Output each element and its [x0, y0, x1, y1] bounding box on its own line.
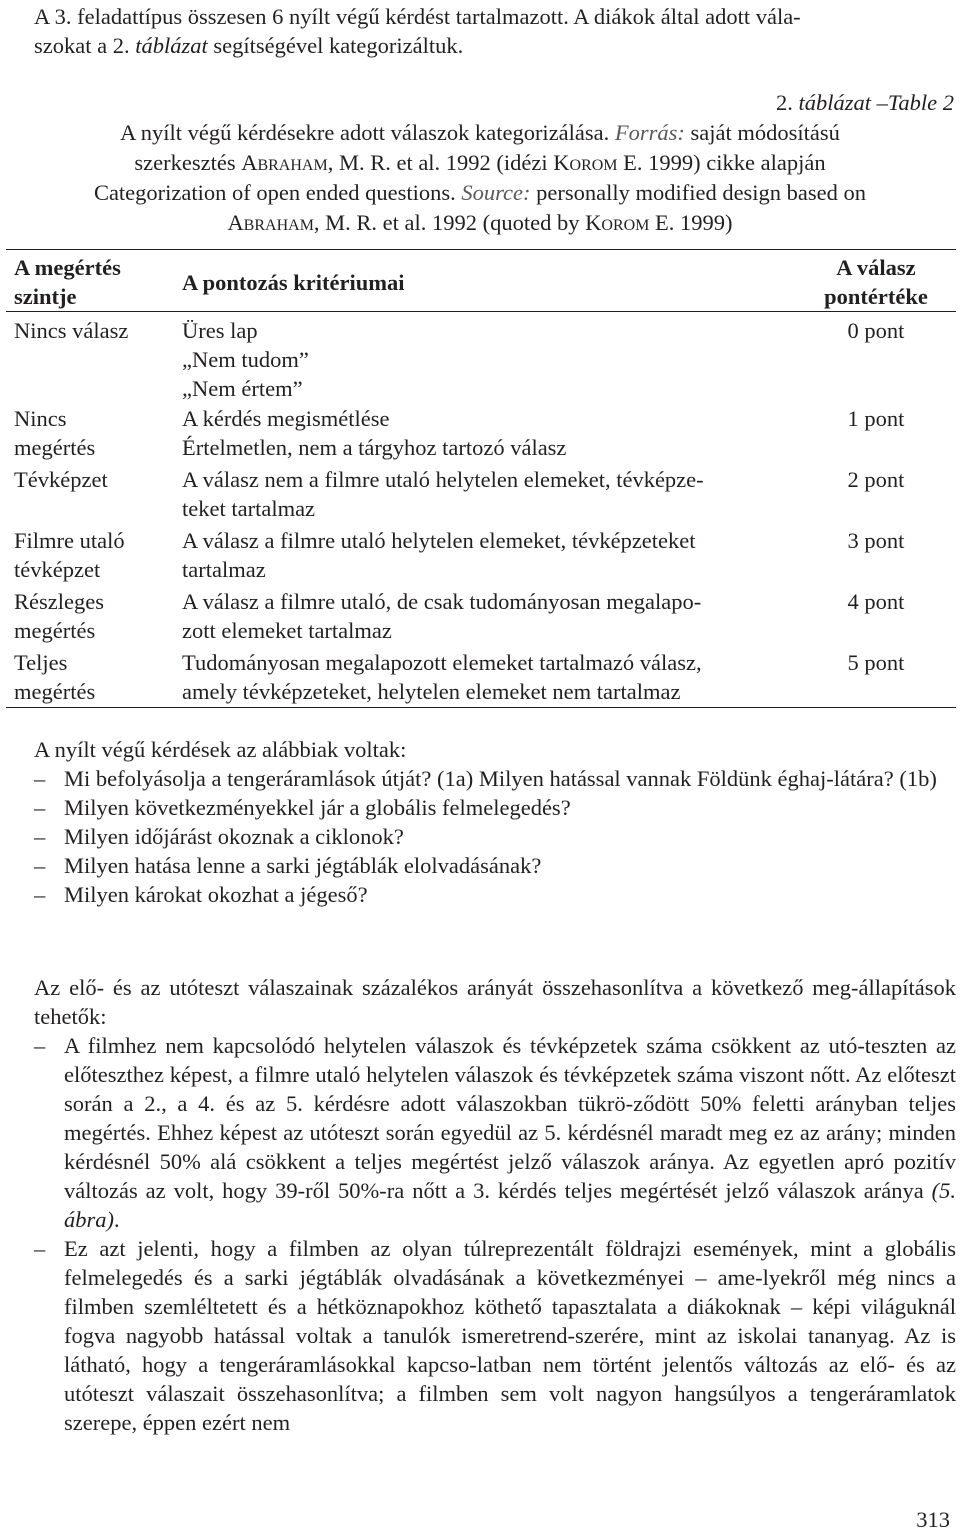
- row-level: [14, 587, 174, 645]
- row-level: [14, 526, 174, 584]
- table-header-rule: [6, 311, 956, 312]
- row-level: [14, 465, 174, 494]
- list-item: [34, 880, 956, 909]
- table-caption: [0, 88, 960, 238]
- row-criteria-line: A válasz a filmre utaló helytelen elemeket, tévképzeteket: [182, 528, 696, 553]
- intro-line-1: A 3. feladattípus összesen 6 nyílt végű kérdést tartalmazott. A diákok által adott vála-: [34, 4, 801, 29]
- list-dash: –: [34, 1033, 46, 1058]
- caption-hu-source: saját módosítású: [684, 120, 840, 145]
- intro-line-2: [34, 31, 956, 60]
- row-level-line: Nincs: [14, 406, 67, 431]
- list-dash: –: [34, 795, 46, 820]
- list-item: [34, 764, 956, 793]
- list-item: [34, 1031, 956, 1234]
- row-criteria: [182, 316, 812, 403]
- list-item-text: Milyen károkat okozhat a jégeső?: [64, 882, 368, 907]
- row-level-line: Részleges: [14, 589, 104, 614]
- header-score: [812, 253, 940, 311]
- row-level-line: Tévképzet: [14, 467, 108, 492]
- row-level-line: megértés: [14, 435, 96, 460]
- findings-intro: Az elő- és az utóteszt válaszainak százalékos arányát összehasonlítva a következő meg-állapítások tehetők:: [34, 975, 956, 1029]
- caption-hu-title: A nyílt végű kérdésekre adott válaszok kategorizálása.: [120, 120, 615, 145]
- table-number-digit: 2.: [776, 90, 799, 115]
- caption-en-end: E. 1999): [649, 210, 733, 235]
- list-dash: –: [34, 853, 46, 878]
- list-item-text: Mi befolyásolja a tengeráramlások útját? (1a) Milyen hatással vannak Földünk éghaj-látára? (1b): [64, 766, 937, 791]
- row-criteria: [182, 587, 812, 645]
- caption-hu-citation: , M. R. et al. 1992 (idézi: [327, 150, 554, 175]
- row-level-line: Filmre utaló: [14, 528, 125, 553]
- list-item-text: Milyen időjárást okoznak a ciklonok?: [64, 824, 404, 849]
- row-criteria-line: tartalmaz: [182, 557, 266, 582]
- row-score: 1 pont: [847, 406, 905, 431]
- header-criteria: A pontozás kritériumai: [182, 270, 405, 295]
- row-criteria: [182, 465, 812, 523]
- page-number: 313: [916, 1507, 950, 1532]
- row-score: 4 pont: [847, 589, 905, 614]
- row-criteria-line: amely tévképzeteket, helytelen elemeket nem tartalmaz: [182, 679, 681, 704]
- table-number-label: táblázat –Table 2: [798, 90, 954, 115]
- row-level: [14, 316, 174, 345]
- row-criteria-line: Tudományosan megalapozott elemeket tartalmazó válasz,: [182, 650, 702, 675]
- header-score-line-2: pontértéke: [824, 284, 928, 309]
- row-score: 3 pont: [847, 528, 905, 553]
- row-criteria-line: A válasz a filmre utaló, de csak tudományosan megalapo-: [182, 589, 702, 614]
- row-criteria-line: „Nem értem”: [182, 376, 303, 401]
- caption-en-title: Categorization of open ended questions.: [93, 180, 462, 205]
- row-score: 0 pont: [847, 318, 905, 343]
- list-item: [34, 851, 956, 880]
- table-bottom-rule: [6, 707, 956, 708]
- caption-hu-text: szerkesztés: [134, 150, 242, 175]
- list-item-text: A filmhez nem kapcsolódó helytelen válaszok és tévképzetek száma csökkent az utó-teszten az előteszthez képest, a filmre utaló helytelen válaszok és tévképzetek száma viszont nőtt. Az előteszt során a 2., a 4. és az 5. kérdésre adott válaszokban tükrö-ződött 50% feletti arányban teljes megértés. Ehhez képest az utóteszt során egyedül az 5. kérdésnél maradt meg ez az arány; minden kérdésnél 50% alá csökkent a teljes megértést jelző válaszok aránya. Az egyetlen apró pozitív változás az volt, hogy 39-ről 50%-ra nőtt a 3. kérdés teljes megértését jelző válaszok aránya: [64, 1033, 956, 1203]
- caption-hu-line-2: [0, 148, 960, 178]
- caption-en-author-2: Korom: [585, 210, 650, 235]
- row-score: 2 pont: [847, 467, 905, 492]
- findings-list: [34, 1031, 956, 1437]
- list-item: [34, 822, 956, 851]
- row-criteria: [182, 404, 812, 462]
- caption-en-line-1: [0, 178, 960, 208]
- header-score-line-1: A válasz: [836, 255, 916, 280]
- list-item-text: Milyen hatása lenne a sarki jégtáblák elolvadásának?: [64, 853, 542, 878]
- row-level-line: megértés: [14, 679, 96, 704]
- questions-section: [34, 735, 956, 909]
- caption-hu-author-1: Abraham: [241, 150, 328, 175]
- row-level-line: Teljes: [14, 650, 68, 675]
- row-criteria-line: A válasz nem a filmre utaló helytelen elemeket, tévképze-: [182, 467, 704, 492]
- table-number: [0, 88, 960, 118]
- row-level-line: megértés: [14, 618, 96, 643]
- row-criteria-line: „Nem tudom”: [182, 347, 309, 372]
- row-level: [14, 648, 174, 706]
- figure-reference: (5. ábra): [64, 1178, 956, 1232]
- questions-heading: A nyílt végű kérdések az alábbiak voltak:: [34, 737, 407, 762]
- list-item-end: .: [114, 1207, 120, 1232]
- list-item-text: Milyen következményekkel jár a globális felmelegedés?: [64, 795, 571, 820]
- caption-en-author-1: Abraham: [227, 210, 314, 235]
- list-dash: –: [34, 766, 46, 791]
- list-item: [34, 793, 956, 822]
- list-item-text: Ez azt jelenti, hogy a filmben az olyan túlreprezentált földrajzi események, mint a globális felmelegedés és a sarki jégtáblák olvadásának a következményei – ame-lyekről még nincs a filmben szemléltetett és a hétköznapokhoz köthető tapasztalata a diákoknak – képi világuknál fogva nagyobb hatással voltak a tanulók ismeretrend-szerére, mint az iskolai tananyag. Az is látható, hogy a tengeráramlásokkal kapcso-latban nem történt jelentős változás az elő- és az utóteszt válaszait összehasonlítva; a filmben sem volt nagyon hangsúlyos a tengeráramlatok szerepe, éppen ezért nem: [64, 1236, 956, 1435]
- header-level: [14, 253, 174, 311]
- intro-table-ref: táblázat: [135, 33, 208, 58]
- row-criteria-line: zott elemeket tartalmaz: [182, 618, 392, 643]
- row-criteria-line: A kérdés megismétlése: [182, 406, 390, 431]
- intro-paragraph: [34, 2, 956, 60]
- list-item: [34, 1234, 956, 1437]
- list-dash: –: [34, 1236, 46, 1261]
- intro-text: szokat a 2.: [34, 33, 136, 58]
- intro-text-end: segítségével kategorizáltuk.: [207, 33, 464, 58]
- list-dash: –: [34, 824, 46, 849]
- row-criteria: [182, 526, 812, 584]
- row-level-line: tévképzet: [14, 557, 101, 582]
- row-criteria-line: Üres lap: [182, 318, 258, 343]
- caption-en-line-2: [0, 208, 960, 238]
- caption-hu-source-label: Forrás:: [614, 120, 685, 145]
- row-criteria-line: teket tartalmaz: [182, 496, 316, 521]
- header-level-line-2: szintje: [14, 284, 77, 309]
- caption-hu-author-2: Korom: [553, 150, 618, 175]
- row-level: [14, 404, 174, 462]
- caption-en-source-label: Source:: [461, 180, 531, 205]
- list-dash: –: [34, 882, 46, 907]
- row-level-line: Nincs válasz: [14, 318, 129, 343]
- table-top-rule: [6, 249, 956, 250]
- caption-en-citation: , M. R. et al. 1992 (quoted by: [313, 210, 586, 235]
- caption-en-source: personally modified design based on: [530, 180, 867, 205]
- row-criteria-line: Értelmetlen, nem a tárgyhoz tartozó válasz: [182, 435, 567, 460]
- row-score: 5 pont: [847, 650, 905, 675]
- caption-hu-line-1: [0, 118, 960, 148]
- header-level-line-1: A megértés: [14, 255, 121, 280]
- row-criteria: [182, 648, 812, 706]
- caption-hu-end: E. 1999) cikke alapján: [617, 150, 826, 175]
